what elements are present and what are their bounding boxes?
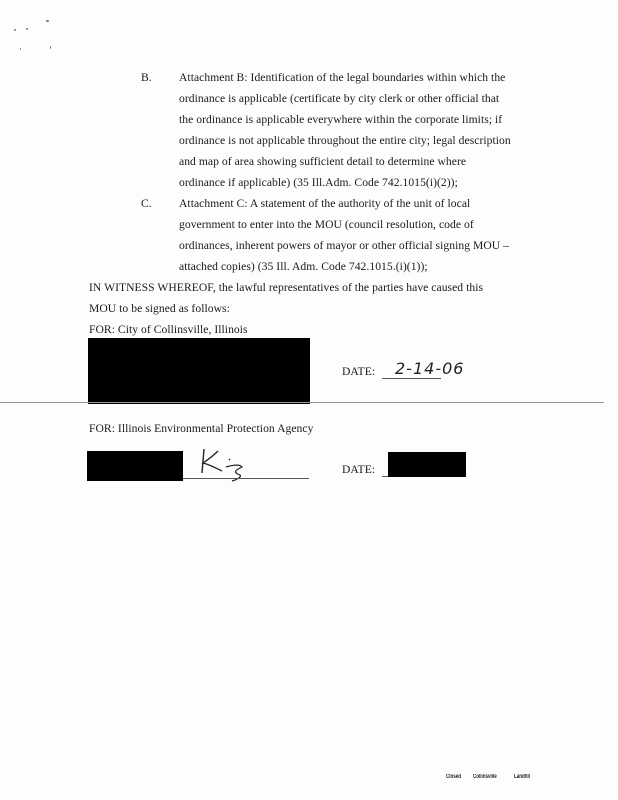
- item-c-letter: C.: [141, 197, 152, 210]
- item-b-line: Attachment B: Identification of the legal boundaries within which the: [179, 71, 506, 84]
- witness-line: IN WITNESS WHEREOF, the lawful representatives of the parties have caused this: [89, 281, 484, 294]
- scan-speck: [46, 20, 49, 22]
- item-b-line: ordinance if applicable) (35 Ill.Adm. Code 742.1015(i)(2));: [179, 176, 458, 189]
- item-c-line: ordinances, inherent powers of mayor or other official signing MOU –: [179, 239, 509, 252]
- scan-speck: [26, 28, 28, 30]
- item-b-line: ordinance is applicable (certificate by city clerk or other official that: [179, 92, 500, 105]
- scan-speck: [20, 48, 21, 50]
- footer-word: Closed: [446, 774, 462, 780]
- party1-date-value: 2-14-06: [395, 359, 465, 378]
- party2-date-label: DATE:: [342, 463, 376, 476]
- scan-speck: [14, 29, 16, 31]
- party2-signature-line: [183, 478, 309, 479]
- item-c-line: attached copies) (35 Ill. Adm. Code 742.1015.(i)(1));: [179, 260, 428, 273]
- signature-mark: [196, 445, 256, 485]
- item-b-letter: B.: [141, 71, 152, 84]
- party1-date-line: [382, 378, 441, 379]
- redacted-signature-1: [88, 338, 310, 404]
- footer-word: Landfill: [514, 774, 531, 780]
- item-b-line: the ordinance is applicable everywhere within the corporate limits; if: [179, 113, 503, 126]
- party1-date-label: DATE:: [342, 365, 376, 378]
- item-c-line: Attachment C: A statement of the authority of the unit of local: [179, 197, 471, 210]
- redacted-date-2: [388, 452, 466, 477]
- scan-speck: [50, 46, 51, 49]
- redacted-signature-2: [87, 451, 183, 481]
- scan-horizontal-line: [0, 402, 604, 403]
- party2-for-label: FOR: Illinois Environmental Protection Agency: [89, 422, 314, 435]
- footer-word: Collinsville: [473, 774, 497, 780]
- item-c-line: government to enter into the MOU (council resolution, code of: [179, 218, 474, 231]
- party1-for-label: FOR: City of Collinsville, Illinois: [89, 323, 248, 336]
- item-b-line: ordinance is not applicable throughout the entire city; legal description: [179, 134, 511, 147]
- witness-line: MOU to be signed as follows:: [89, 302, 230, 315]
- item-b-line: and map of area showing sufficient detail to determine where: [179, 155, 467, 168]
